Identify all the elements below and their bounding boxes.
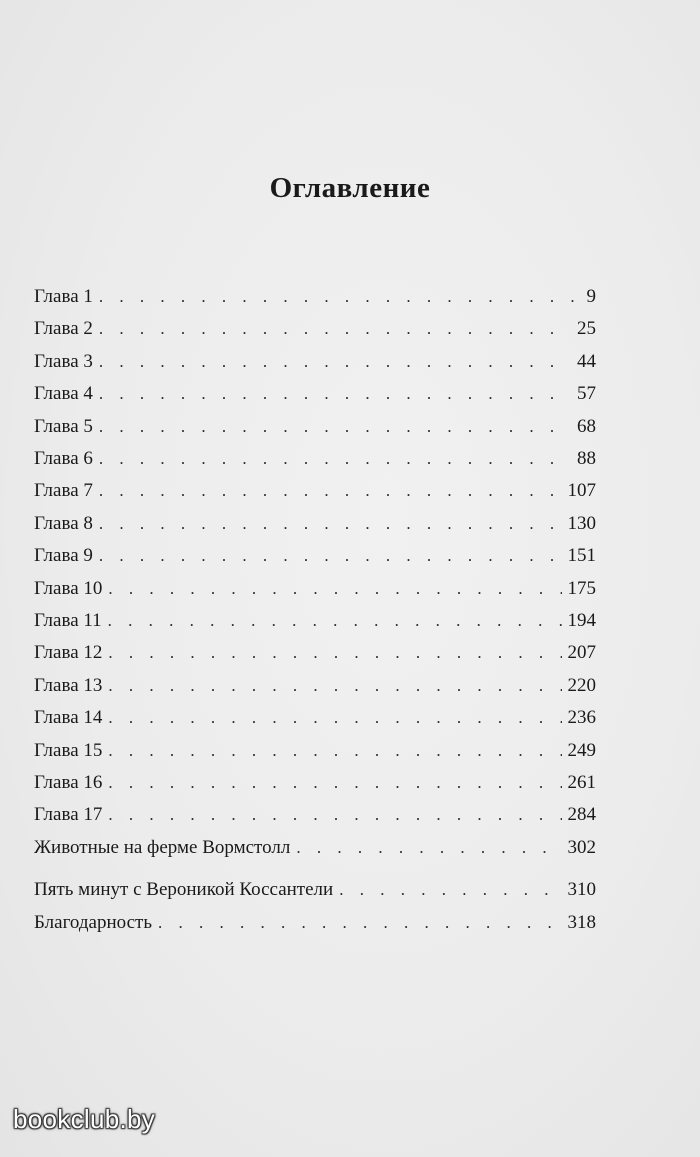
toc-entry-label: Животные на ферме Вормстолл xyxy=(34,836,291,858)
toc-entry-label: Глава 4 xyxy=(34,383,93,405)
toc-entry xyxy=(34,879,596,909)
toc-entry xyxy=(34,286,596,316)
toc-leader-dots xyxy=(99,546,562,566)
toc-entry-label: Глава 14 xyxy=(34,707,103,729)
toc-leader-dots xyxy=(99,514,562,534)
toc-entry-page: 220 xyxy=(567,674,596,696)
toc-entry-page: 44 xyxy=(577,350,596,372)
toc-entry xyxy=(34,707,596,737)
toc-entry-page: 207 xyxy=(567,642,596,664)
toc-entry-label: Глава 17 xyxy=(34,804,103,826)
toc-entry-page: 68 xyxy=(577,415,596,437)
toc-entry-page: 151 xyxy=(567,545,596,567)
toc-entry xyxy=(34,416,596,446)
toc-leader-dots xyxy=(99,352,571,372)
toc-entry-label: Глава 2 xyxy=(34,318,93,340)
toc-leader-dots xyxy=(108,741,561,761)
toc-entry-page: 57 xyxy=(577,383,596,405)
toc-entry-page: 261 xyxy=(567,772,596,793)
toc-entry xyxy=(34,837,596,867)
toc-entry-page: 175 xyxy=(567,577,596,599)
toc-leader-dots xyxy=(108,773,561,793)
toc-leader-dots xyxy=(99,384,571,404)
toc-entry-label: Глава 7 xyxy=(34,480,93,502)
toc-entry xyxy=(34,740,596,770)
toc-entry-label: Глава 6 xyxy=(34,448,93,469)
toc-entry-label: Глава 3 xyxy=(34,350,93,372)
toc-leader-dots xyxy=(99,481,562,501)
toc-entry-label: Глава 10 xyxy=(34,577,103,599)
toc-entry-label: Глава 1 xyxy=(34,286,93,307)
toc-leader-dots xyxy=(108,676,561,696)
toc-leader-dots xyxy=(108,643,561,663)
toc-entry-label: Глава 12 xyxy=(34,642,103,664)
toc-entry-page: 9 xyxy=(586,286,596,307)
toc-entry xyxy=(34,642,596,672)
toc-entry-page: 318 xyxy=(567,912,596,933)
toc-entry xyxy=(34,675,596,705)
toc-leader-dots xyxy=(108,708,561,728)
toc-leader-dots xyxy=(99,319,571,339)
toc-entry-page: 107 xyxy=(567,480,596,502)
toc-entry-label: Глава 16 xyxy=(34,772,103,793)
toc-entry-page: 249 xyxy=(567,739,596,761)
watermark: bookclub.by xyxy=(13,1104,156,1134)
toc-entry-page: 130 xyxy=(567,512,596,534)
toc-entry-page: 88 xyxy=(577,448,596,469)
toc-entry xyxy=(34,912,596,942)
toc-leader-dots xyxy=(339,880,561,900)
toc-entry-page: 302 xyxy=(567,836,596,858)
toc-entry xyxy=(34,772,596,802)
toc-entry xyxy=(34,480,596,510)
toc-entry-label: Глава 13 xyxy=(34,674,103,696)
toc-leader-dots xyxy=(99,449,571,469)
toc-entry xyxy=(34,545,596,575)
toc-entry-page: 25 xyxy=(577,318,596,340)
toc-leader-dots xyxy=(99,287,581,307)
toc-entry xyxy=(34,383,596,413)
toc-entry-page: 194 xyxy=(567,610,596,631)
toc-entry-label: Глава 11 xyxy=(34,610,102,631)
toc-entry-label: Глава 5 xyxy=(34,415,93,437)
toc-leader-dots xyxy=(108,805,561,825)
toc-entry-label: Благодарность xyxy=(34,912,152,933)
toc-entry-label: Глава 8 xyxy=(34,512,93,534)
toc-entry-label: Пять минут с Вероникой Коссантели xyxy=(34,879,334,900)
toc-leader-dots xyxy=(108,579,561,599)
toc-entry-label: Глава 9 xyxy=(34,545,93,567)
toc-entry xyxy=(34,448,596,478)
toc-leader-dots xyxy=(108,611,562,631)
toc-entry xyxy=(34,578,596,608)
toc-entry xyxy=(34,513,596,543)
toc-entry-page: 310 xyxy=(567,879,596,900)
toc-entry-label: Глава 15 xyxy=(34,739,103,761)
toc-entry-page: 236 xyxy=(567,707,596,729)
toc-leader-dots xyxy=(99,417,571,437)
toc-leader-dots xyxy=(158,913,562,933)
toc-entry xyxy=(34,804,596,834)
toc-leader-dots xyxy=(296,838,561,858)
toc-entry xyxy=(34,351,596,381)
toc-entry xyxy=(34,318,596,348)
page-title: Оглавление xyxy=(269,172,431,204)
toc-entry-page: 284 xyxy=(567,804,596,826)
toc-entry xyxy=(34,610,596,640)
